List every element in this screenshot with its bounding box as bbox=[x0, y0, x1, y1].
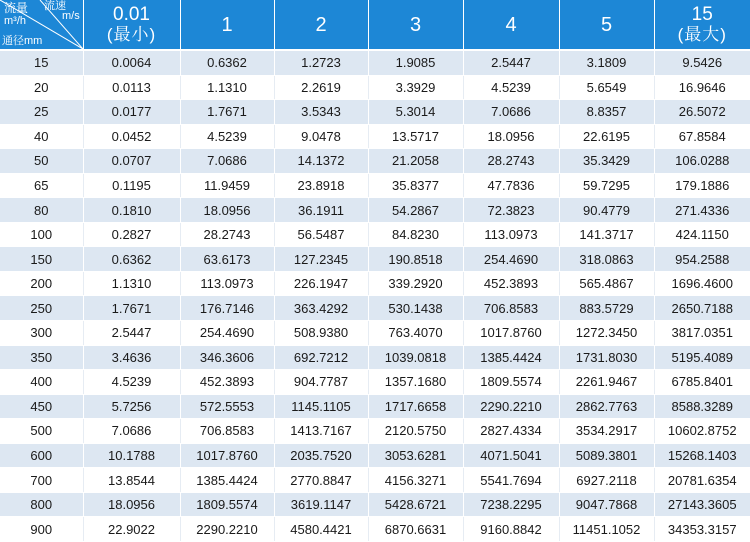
velocity-header-0 bbox=[83, 0, 180, 50]
flow-value-cell: 5089.3801 bbox=[559, 443, 654, 468]
flow-value-cell: 4.5239 bbox=[463, 75, 559, 100]
flow-value-cell: 35.8377 bbox=[368, 173, 463, 198]
diameter-cell: 50 bbox=[0, 149, 83, 174]
table-row bbox=[0, 124, 750, 149]
flow-value-cell: 56.5487 bbox=[274, 222, 368, 247]
flow-value-cell: 4.5239 bbox=[180, 124, 274, 149]
flow-value-cell: 1717.6658 bbox=[368, 394, 463, 419]
flow-value-cell: 1731.8030 bbox=[559, 345, 654, 370]
flow-value-cell: 22.6195 bbox=[559, 124, 654, 149]
flow-value-cell: 706.8583 bbox=[180, 419, 274, 444]
flow-value-cell: 28.2743 bbox=[180, 222, 274, 247]
table-row bbox=[0, 394, 750, 419]
flow-value-cell: 9047.7868 bbox=[559, 492, 654, 517]
flow-value-cell: 1.1310 bbox=[83, 271, 180, 296]
flow-value-cell: 530.1438 bbox=[368, 296, 463, 321]
flow-value-cell: 1.9085 bbox=[368, 50, 463, 75]
table-row bbox=[0, 247, 750, 272]
flow-value-cell: 3534.2917 bbox=[559, 419, 654, 444]
flow-value-cell: 0.6362 bbox=[83, 247, 180, 272]
flow-value-cell: 18.0956 bbox=[83, 492, 180, 517]
table-row bbox=[0, 50, 750, 75]
velocity-note: (最小) bbox=[84, 25, 180, 45]
flow-value-cell: 0.0113 bbox=[83, 75, 180, 100]
flow-value-cell: 59.7295 bbox=[559, 173, 654, 198]
flow-value-cell: 904.7787 bbox=[274, 370, 368, 395]
flow-value-cell: 11.9459 bbox=[180, 173, 274, 198]
flow-value-cell: 27143.3605 bbox=[654, 492, 750, 517]
flow-value-cell: 2290.2210 bbox=[180, 517, 274, 542]
flow-value-cell: 18.0956 bbox=[180, 198, 274, 223]
velocity-header-3 bbox=[368, 0, 463, 50]
flow-label: 流量 bbox=[4, 3, 28, 14]
table-row bbox=[0, 321, 750, 346]
flow-value-cell: 346.3606 bbox=[180, 345, 274, 370]
velocity-header-5 bbox=[559, 0, 654, 50]
flow-value-cell: 508.9380 bbox=[274, 321, 368, 346]
velocity-header-2 bbox=[274, 0, 368, 50]
diameter-cell: 600 bbox=[0, 443, 83, 468]
flow-value-cell: 2770.8847 bbox=[274, 468, 368, 493]
flow-value-cell: 1017.8760 bbox=[180, 443, 274, 468]
flow-value-cell: 26.5072 bbox=[654, 100, 750, 125]
corner-header-cell bbox=[0, 0, 83, 50]
velocity-value: 15 bbox=[655, 5, 750, 25]
flow-value-cell: 72.3823 bbox=[463, 198, 559, 223]
flow-value-cell: 572.5553 bbox=[180, 394, 274, 419]
flow-value-cell: 424.1150 bbox=[654, 222, 750, 247]
flow-value-cell: 35.3429 bbox=[559, 149, 654, 174]
diameter-cell: 20 bbox=[0, 75, 83, 100]
flow-value-cell: 565.4867 bbox=[559, 271, 654, 296]
flow-value-cell: 179.1886 bbox=[654, 173, 750, 198]
diameter-cell: 900 bbox=[0, 517, 83, 542]
diameter-cell: 15 bbox=[0, 50, 83, 75]
flow-value-cell: 254.4690 bbox=[180, 321, 274, 346]
flow-value-cell: 47.7836 bbox=[463, 173, 559, 198]
diameter-cell: 700 bbox=[0, 468, 83, 493]
diameter-cell: 100 bbox=[0, 222, 83, 247]
flow-value-cell: 13.8544 bbox=[83, 468, 180, 493]
flow-value-cell: 8.8357 bbox=[559, 100, 654, 125]
flow-value-cell: 106.0288 bbox=[654, 149, 750, 174]
flow-value-cell: 5.3014 bbox=[368, 100, 463, 125]
flow-value-cell: 4071.5041 bbox=[463, 443, 559, 468]
flow-value-cell: 254.4690 bbox=[463, 247, 559, 272]
flow-value-cell: 339.2920 bbox=[368, 271, 463, 296]
flow-value-cell: 6927.2118 bbox=[559, 468, 654, 493]
flow-value-cell: 1272.3450 bbox=[559, 321, 654, 346]
flow-value-cell: 452.3893 bbox=[463, 271, 559, 296]
table-row bbox=[0, 468, 750, 493]
table-header bbox=[0, 0, 750, 50]
flow-value-cell: 2.2619 bbox=[274, 75, 368, 100]
flow-value-cell: 3053.6281 bbox=[368, 443, 463, 468]
flow-value-cell: 67.8584 bbox=[654, 124, 750, 149]
flow-value-cell: 1357.1680 bbox=[368, 370, 463, 395]
flow-value-cell: 8588.3289 bbox=[654, 394, 750, 419]
diameter-cell: 65 bbox=[0, 173, 83, 198]
flow-value-cell: 226.1947 bbox=[274, 271, 368, 296]
table-row bbox=[0, 345, 750, 370]
velocity-note: (最大) bbox=[655, 25, 750, 45]
flow-value-cell: 0.6362 bbox=[180, 50, 274, 75]
flow-value-cell: 2035.7520 bbox=[274, 443, 368, 468]
table-row bbox=[0, 517, 750, 542]
flow-value-cell: 363.4292 bbox=[274, 296, 368, 321]
table-row bbox=[0, 75, 750, 100]
velocity-value: 4 bbox=[464, 15, 559, 35]
diameter-cell: 80 bbox=[0, 198, 83, 223]
flow-value-cell: 0.1195 bbox=[83, 173, 180, 198]
flow-value-cell: 9.5426 bbox=[654, 50, 750, 75]
flow-value-cell: 1385.4424 bbox=[180, 468, 274, 493]
table-row bbox=[0, 222, 750, 247]
flow-value-cell: 954.2588 bbox=[654, 247, 750, 272]
flow-value-cell: 10602.8752 bbox=[654, 419, 750, 444]
flow-value-cell: 1809.5574 bbox=[463, 370, 559, 395]
flow-value-cell: 2827.4334 bbox=[463, 419, 559, 444]
velocity-value: 0.01 bbox=[84, 5, 180, 25]
table-row bbox=[0, 149, 750, 174]
flow-value-cell: 20781.6354 bbox=[654, 468, 750, 493]
diameter-label: 通径mm bbox=[2, 36, 42, 47]
diameter-cell: 800 bbox=[0, 492, 83, 517]
diameter-cell: 200 bbox=[0, 271, 83, 296]
table-row bbox=[0, 419, 750, 444]
diameter-cell: 40 bbox=[0, 124, 83, 149]
flow-value-cell: 54.2867 bbox=[368, 198, 463, 223]
flow-value-cell: 1413.7167 bbox=[274, 419, 368, 444]
flow-value-cell: 113.0973 bbox=[463, 222, 559, 247]
flow-value-cell: 1.2723 bbox=[274, 50, 368, 75]
flow-value-cell: 3.3929 bbox=[368, 75, 463, 100]
velocity-label: 流速 bbox=[44, 1, 66, 12]
flow-value-cell: 0.0707 bbox=[83, 149, 180, 174]
flow-value-cell: 5.7256 bbox=[83, 394, 180, 419]
flow-value-cell: 3.5343 bbox=[274, 100, 368, 125]
velocity-header-1 bbox=[180, 0, 274, 50]
velocity-unit: m/s bbox=[62, 11, 80, 22]
diameter-cell: 250 bbox=[0, 296, 83, 321]
flow-value-cell: 21.2058 bbox=[368, 149, 463, 174]
flow-value-cell: 9160.8842 bbox=[463, 517, 559, 542]
flow-value-cell: 3817.0351 bbox=[654, 321, 750, 346]
flow-value-cell: 2290.2210 bbox=[463, 394, 559, 419]
diameter-cell: 25 bbox=[0, 100, 83, 125]
table-row bbox=[0, 296, 750, 321]
flow-value-cell: 3.4636 bbox=[83, 345, 180, 370]
table-row bbox=[0, 370, 750, 395]
flow-value-cell: 883.5729 bbox=[559, 296, 654, 321]
flow-value-cell: 1696.4600 bbox=[654, 271, 750, 296]
diameter-cell: 150 bbox=[0, 247, 83, 272]
flow-value-cell: 5.6549 bbox=[559, 75, 654, 100]
flow-value-cell: 1.7671 bbox=[180, 100, 274, 125]
flow-value-cell: 0.0064 bbox=[83, 50, 180, 75]
flow-value-cell: 7238.2295 bbox=[463, 492, 559, 517]
flow-value-cell: 706.8583 bbox=[463, 296, 559, 321]
table-row bbox=[0, 100, 750, 125]
flow-value-cell: 1145.1105 bbox=[274, 394, 368, 419]
flow-value-cell: 5541.7694 bbox=[463, 468, 559, 493]
table-row bbox=[0, 173, 750, 198]
flow-value-cell: 34353.3157 bbox=[654, 517, 750, 542]
flow-value-cell: 6785.8401 bbox=[654, 370, 750, 395]
table-row bbox=[0, 443, 750, 468]
flow-value-cell: 5195.4089 bbox=[654, 345, 750, 370]
flow-value-cell: 90.4779 bbox=[559, 198, 654, 223]
flow-value-cell: 1.1310 bbox=[180, 75, 274, 100]
flow-value-cell: 452.3893 bbox=[180, 370, 274, 395]
flow-value-cell: 4.5239 bbox=[83, 370, 180, 395]
flow-value-cell: 127.2345 bbox=[274, 247, 368, 272]
flow-value-cell: 15268.1403 bbox=[654, 443, 750, 468]
velocity-header-6 bbox=[654, 0, 750, 50]
flow-value-cell: 318.0863 bbox=[559, 247, 654, 272]
flow-value-cell: 2862.7763 bbox=[559, 394, 654, 419]
flow-value-cell: 36.1911 bbox=[274, 198, 368, 223]
flow-value-cell: 3619.1147 bbox=[274, 492, 368, 517]
flow-value-cell: 0.0452 bbox=[83, 124, 180, 149]
flow-value-cell: 28.2743 bbox=[463, 149, 559, 174]
velocity-header-4 bbox=[463, 0, 559, 50]
velocity-value: 3 bbox=[369, 15, 463, 35]
flow-value-cell: 0.0177 bbox=[83, 100, 180, 125]
flow-value-cell: 176.7146 bbox=[180, 296, 274, 321]
flow-value-cell: 5428.6721 bbox=[368, 492, 463, 517]
flow-value-cell: 2.5447 bbox=[83, 321, 180, 346]
flow-value-cell: 1385.4424 bbox=[463, 345, 559, 370]
diameter-cell: 450 bbox=[0, 394, 83, 419]
flow-value-cell: 4156.3271 bbox=[368, 468, 463, 493]
flow-value-cell: 7.0686 bbox=[463, 100, 559, 125]
flow-value-cell: 63.6173 bbox=[180, 247, 274, 272]
flow-value-cell: 763.4070 bbox=[368, 321, 463, 346]
flow-value-cell: 11451.1052 bbox=[559, 517, 654, 542]
table-row bbox=[0, 492, 750, 517]
flow-value-cell: 13.5717 bbox=[368, 124, 463, 149]
flow-value-cell: 2.5447 bbox=[463, 50, 559, 75]
flow-value-cell: 6870.6631 bbox=[368, 517, 463, 542]
flow-value-cell: 271.4336 bbox=[654, 198, 750, 223]
table-row bbox=[0, 198, 750, 223]
table-row bbox=[0, 271, 750, 296]
flow-value-cell: 3.1809 bbox=[559, 50, 654, 75]
flow-value-cell: 18.0956 bbox=[463, 124, 559, 149]
flow-value-cell: 1.7671 bbox=[83, 296, 180, 321]
flow-value-cell: 1809.5574 bbox=[180, 492, 274, 517]
velocity-value: 2 bbox=[275, 15, 368, 35]
flow-value-cell: 190.8518 bbox=[368, 247, 463, 272]
flow-value-cell: 7.0686 bbox=[180, 149, 274, 174]
flow-value-cell: 7.0686 bbox=[83, 419, 180, 444]
flow-value-cell: 113.0973 bbox=[180, 271, 274, 296]
flow-value-cell: 692.7212 bbox=[274, 345, 368, 370]
flow-value-cell: 141.3717 bbox=[559, 222, 654, 247]
velocity-value: 1 bbox=[181, 15, 274, 35]
diameter-cell: 350 bbox=[0, 345, 83, 370]
flow-value-cell: 14.1372 bbox=[274, 149, 368, 174]
flow-value-cell: 0.2827 bbox=[83, 222, 180, 247]
flow-unit: m³/h bbox=[4, 16, 26, 27]
flow-value-cell: 23.8918 bbox=[274, 173, 368, 198]
flow-value-cell: 1039.0818 bbox=[368, 345, 463, 370]
flow-value-cell: 0.1810 bbox=[83, 198, 180, 223]
diameter-cell: 400 bbox=[0, 370, 83, 395]
diameter-cell: 300 bbox=[0, 321, 83, 346]
diameter-cell: 500 bbox=[0, 419, 83, 444]
flow-value-cell: 2120.5750 bbox=[368, 419, 463, 444]
flow-value-cell: 2261.9467 bbox=[559, 370, 654, 395]
flow-value-cell: 16.9646 bbox=[654, 75, 750, 100]
flow-value-cell: 9.0478 bbox=[274, 124, 368, 149]
flow-value-cell: 22.9022 bbox=[83, 517, 180, 542]
flow-value-cell: 1017.8760 bbox=[463, 321, 559, 346]
table-body bbox=[0, 50, 750, 541]
flow-value-cell: 84.8230 bbox=[368, 222, 463, 247]
flow-value-cell: 2650.7188 bbox=[654, 296, 750, 321]
velocity-value: 5 bbox=[560, 15, 654, 35]
flow-value-cell: 10.1788 bbox=[83, 443, 180, 468]
flow-value-cell: 4580.4421 bbox=[274, 517, 368, 542]
